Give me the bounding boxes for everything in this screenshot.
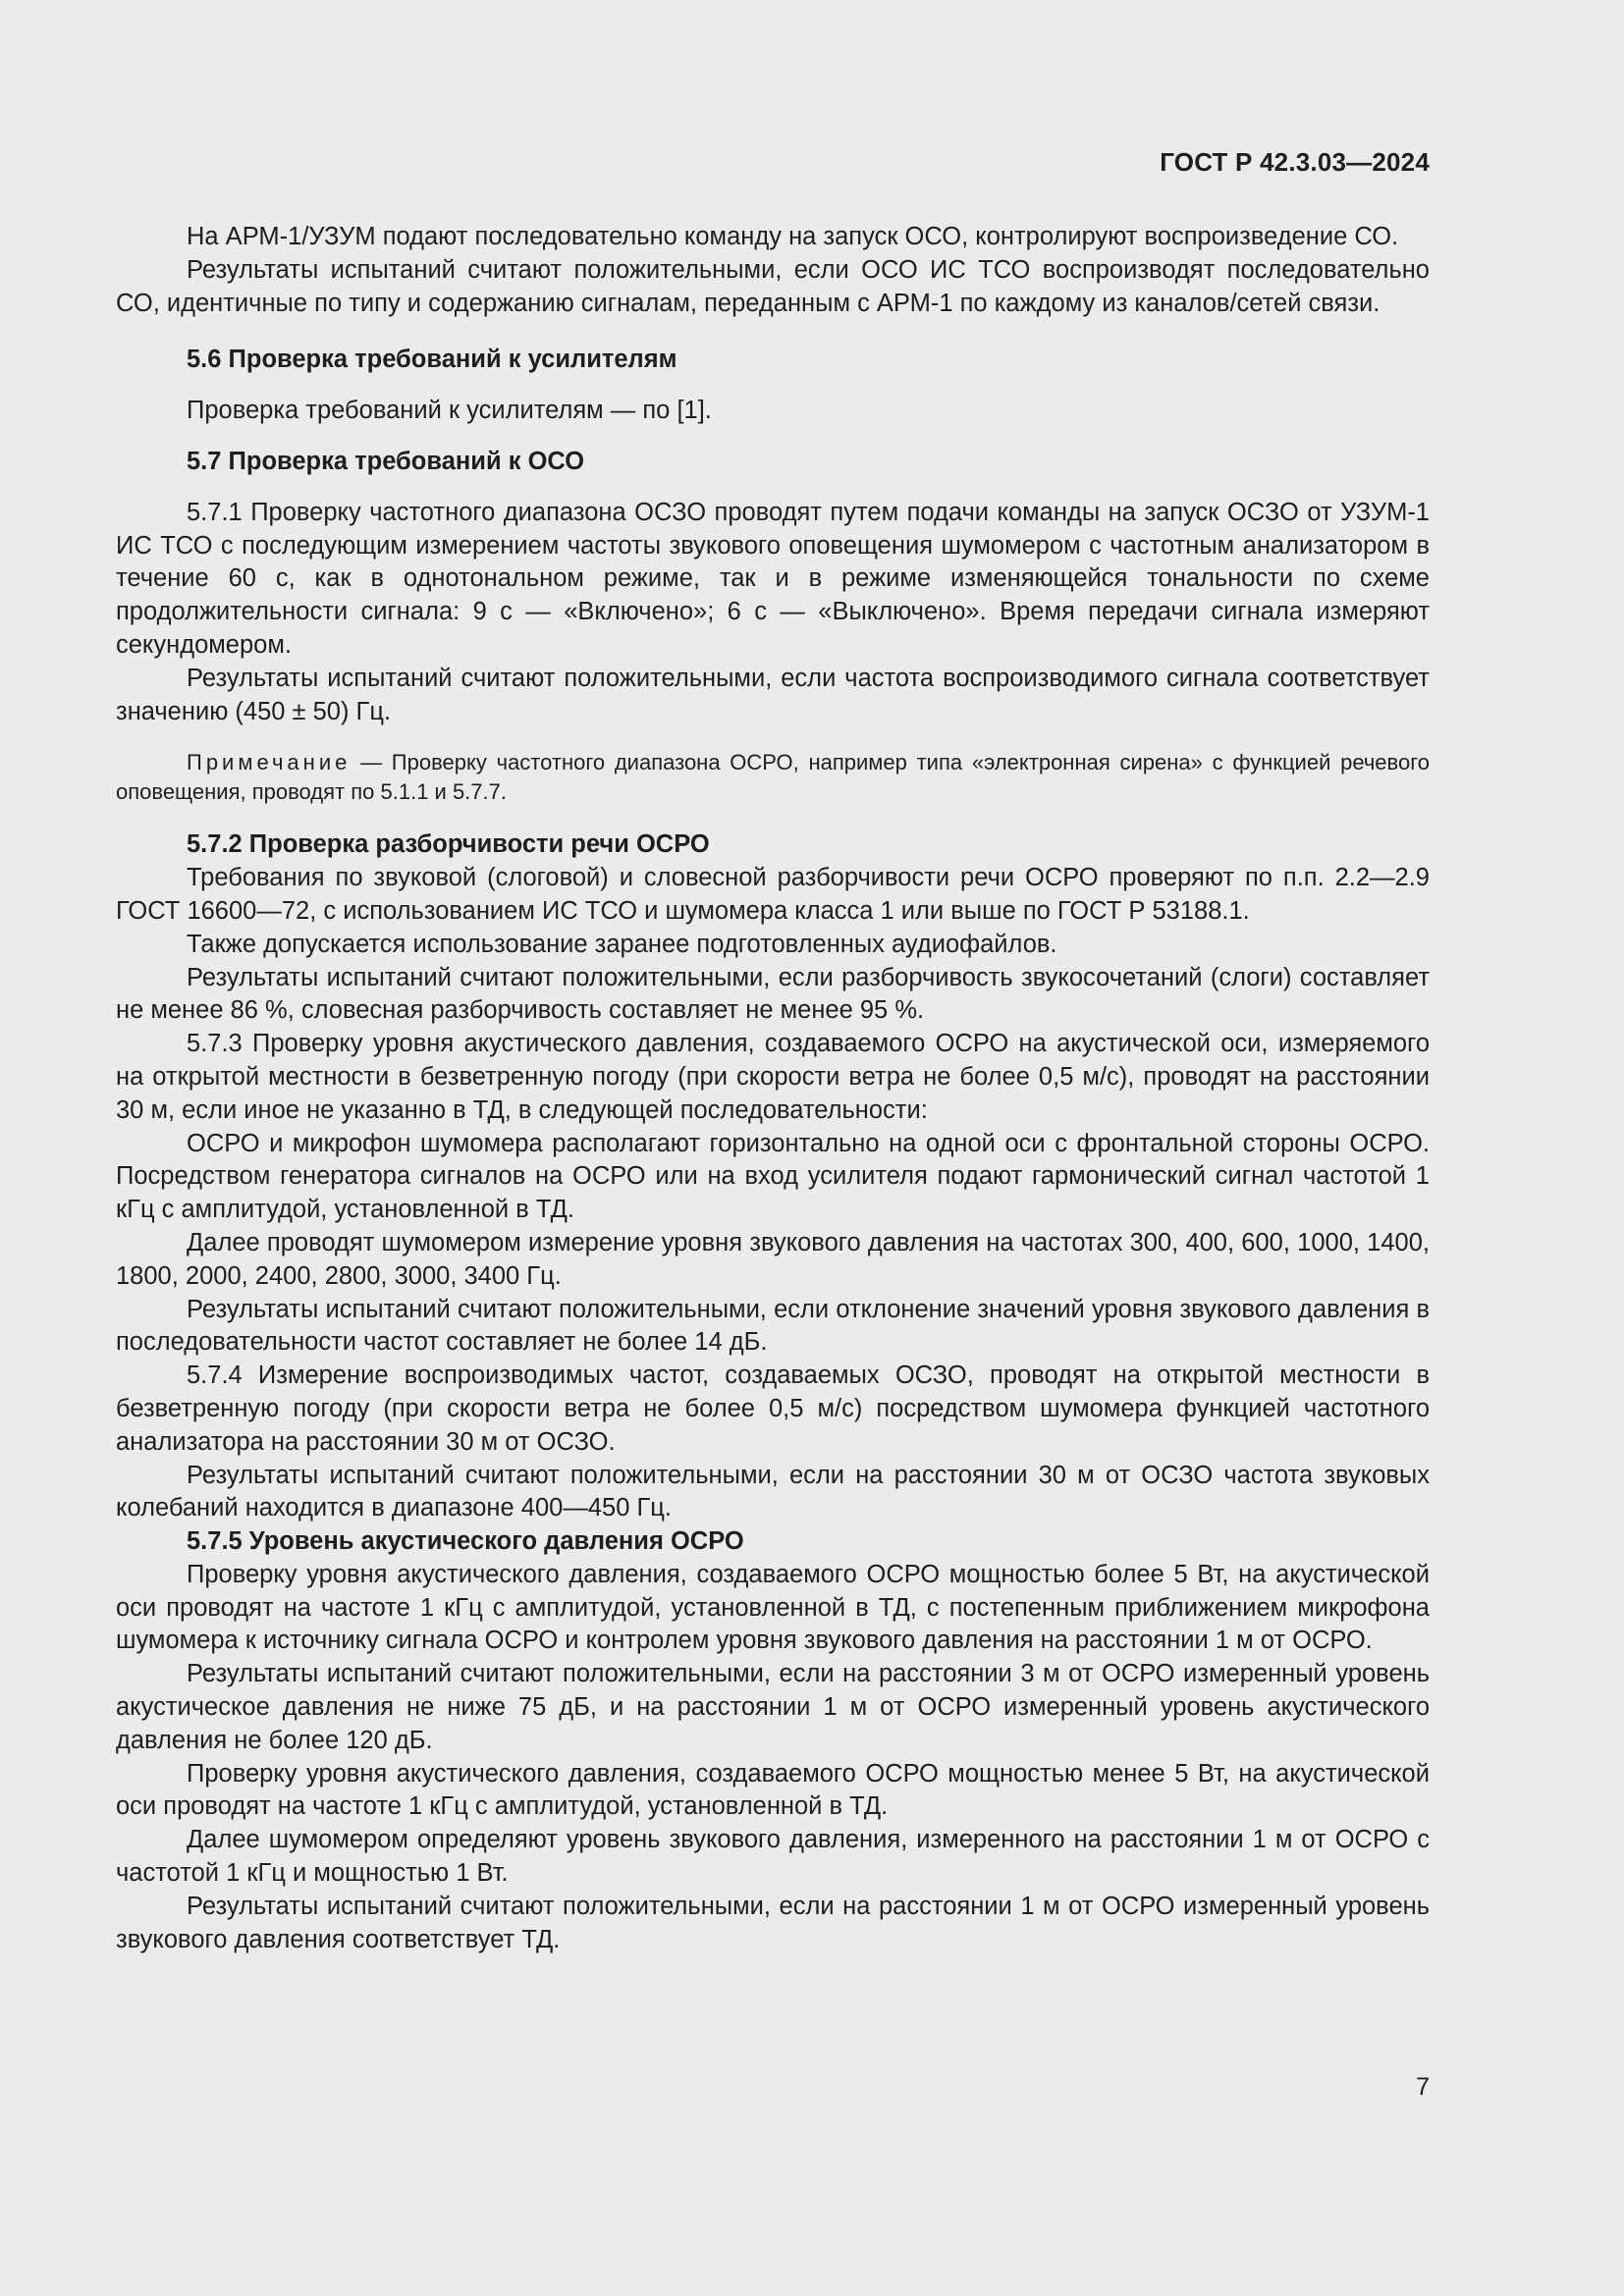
- paragraph: ОСРО и микрофон шумомера располагают горизонтально на одной оси с фронтальной стороны ОСРО. Посредством генератора сигналов на ОСРО или на вход усилителя подают гармонический сигнал частотой 1 кГц с амплитудой, установленной в ТД.: [116, 1129, 1430, 1224]
- paragraph: Проверку уровня акустического давления, создаваемого ОСРО мощностью более 5 Вт, на акустической оси проводят на частоте 1 кГц с амплитудой, установленной в ТД, с постепенным приближением микрофона шумомера к источнику сигнала ОСРО и контролем уровня звукового давления на расстоянии 1 м от ОСРО.: [116, 1560, 1430, 1655]
- note-text: — Проверку частотного диапазона ОСРО, например типа «электронная сирена» с функцией речевого оповещения, проводят по 5.1.1 и 5.7.7.: [116, 750, 1430, 805]
- page-body: [116, 221, 1430, 1956]
- paragraph-5-7-3: 5.7.3 Проверку уровня акустического давления, создаваемого ОСРО на акустической оси, измеряемого на открытой местности в безветренную погоду (при скорости ветра не более 0,5 м/с), проводят на расстоянии 30 м, если иное не указанно в ТД, в следующей последовательности:: [116, 1030, 1430, 1124]
- paragraph-5-7-1: 5.7.1 Проверку частотного диапазона ОСЗО проводят путем подачи команды на запуск ОСЗО от УЗУМ-1 ИС ТСО с последующим измерением частоты звукового оповещения шумомером с частотным анализатором в течение 60 с, как в однотональном режиме, так и в режиме изменяющейся тональности по схеме продолжительности сигнала: 9 с — «Включено»; 6 с — «Выключено». Время передачи сигнала измеряют секундомером.: [116, 498, 1430, 659]
- paragraph: Требования по звуковой (слоговой) и словесной разборчивости речи ОСРО проверяют по п.п. 2.2—2.9 ГОСТ 16600—72, с использованием ИС ТСО и шумомера класса 1 или выше по ГОСТ Р 53188.1.: [116, 864, 1430, 925]
- paragraph: Проверку уровня акустического давления, создаваемого ОСРО мощностью менее 5 Вт, на акустической оси проводят на частоте 1 кГц с амплитудой, установленной в ТД.: [116, 1759, 1430, 1821]
- paragraph: Далее проводят шумомером измерение уровня звукового давления на частотах 300, 400, 600, 1000, 1400, 1800, 2000, 2400, 2800, 3000, 3400 Гц.: [116, 1228, 1430, 1290]
- page-number: 7: [1416, 2073, 1430, 2101]
- paragraph: Результаты испытаний считают положительными, если на расстоянии 1 м от ОСРО измеренный уровень звукового давления соответствует ТД.: [116, 1892, 1430, 1953]
- section-heading-5-7-5: 5.7.5 Уровень акустического давления ОСРО: [187, 1527, 744, 1556]
- paragraph: Результаты испытаний считают положительными, если отклонение значений уровня звукового давления в последовательности частот составляет не более 14 дБ.: [116, 1295, 1430, 1357]
- paragraph: Проверка требований к усилителям — по [1].: [187, 397, 712, 425]
- note-label: Примечание: [187, 750, 352, 775]
- paragraph: Также допускается использование заранее подготовленных аудиофайлов.: [187, 930, 1057, 958]
- paragraph: Результаты испытаний считают положительными, если разборчивость звукосочетаний (слоги) составляет не менее 86 %, словесная разборчивость составляет не менее 95 %.: [116, 963, 1430, 1025]
- paragraph-5-7-4: 5.7.4 Измерение воспроизводимых частот, создаваемых ОСЗО, проводят на открытой местности в безветренную погоду (при скорости ветра не более 0,5 м/с) посредством шумомера функцией частотного анализатора на расстоянии 30 м от ОСЗО.: [116, 1362, 1430, 1456]
- section-heading-5-7: 5.7 Проверка требований к ОСО: [187, 447, 585, 475]
- note: [116, 748, 1430, 807]
- paragraph: Результаты испытаний считают положительными, если на расстоянии 30 м от ОСЗО частота звуковых колебаний находится в диапазоне 400—450 Гц.: [116, 1461, 1430, 1522]
- document-code-header: ГОСТ Р 42.3.03—2024: [1160, 147, 1430, 177]
- section-heading-5-6: 5.6 Проверка требований к усилителям: [187, 346, 677, 374]
- paragraph: Результаты испытаний считают положительными, если на расстоянии 3 м от ОСРО измеренный уровень акустическое давления не ниже 75 дБ, и на расстоянии 1 м от ОСРО измеренный уровень акустического давления не более 120 дБ.: [116, 1660, 1430, 1754]
- section-heading-5-7-2: 5.7.2 Проверка разборчивости речи ОСРО: [187, 830, 710, 859]
- paragraph: Далее шумомером определяют уровень звукового давления, измеренного на расстоянии 1 м от ОСРО с частотой 1 кГц и мощностью 1 Вт.: [116, 1826, 1430, 1888]
- paragraph: Результаты испытаний считают положительными, если частота воспроизводимого сигнала соответствует значению (450 ± 50) Гц.: [116, 664, 1430, 725]
- paragraph: Результаты испытаний считают положительными, если ОСО ИС ТСО воспроизводят последовательно СО, идентичные по типу и содержанию сигналам, переданным с АРМ-1 по каждому из каналов/сетей связи.: [116, 255, 1430, 317]
- paragraph: На АРМ-1/УЗУМ подают последовательно команду на запуск ОСО, контролируют воспроизведение СО.: [187, 223, 1399, 250]
